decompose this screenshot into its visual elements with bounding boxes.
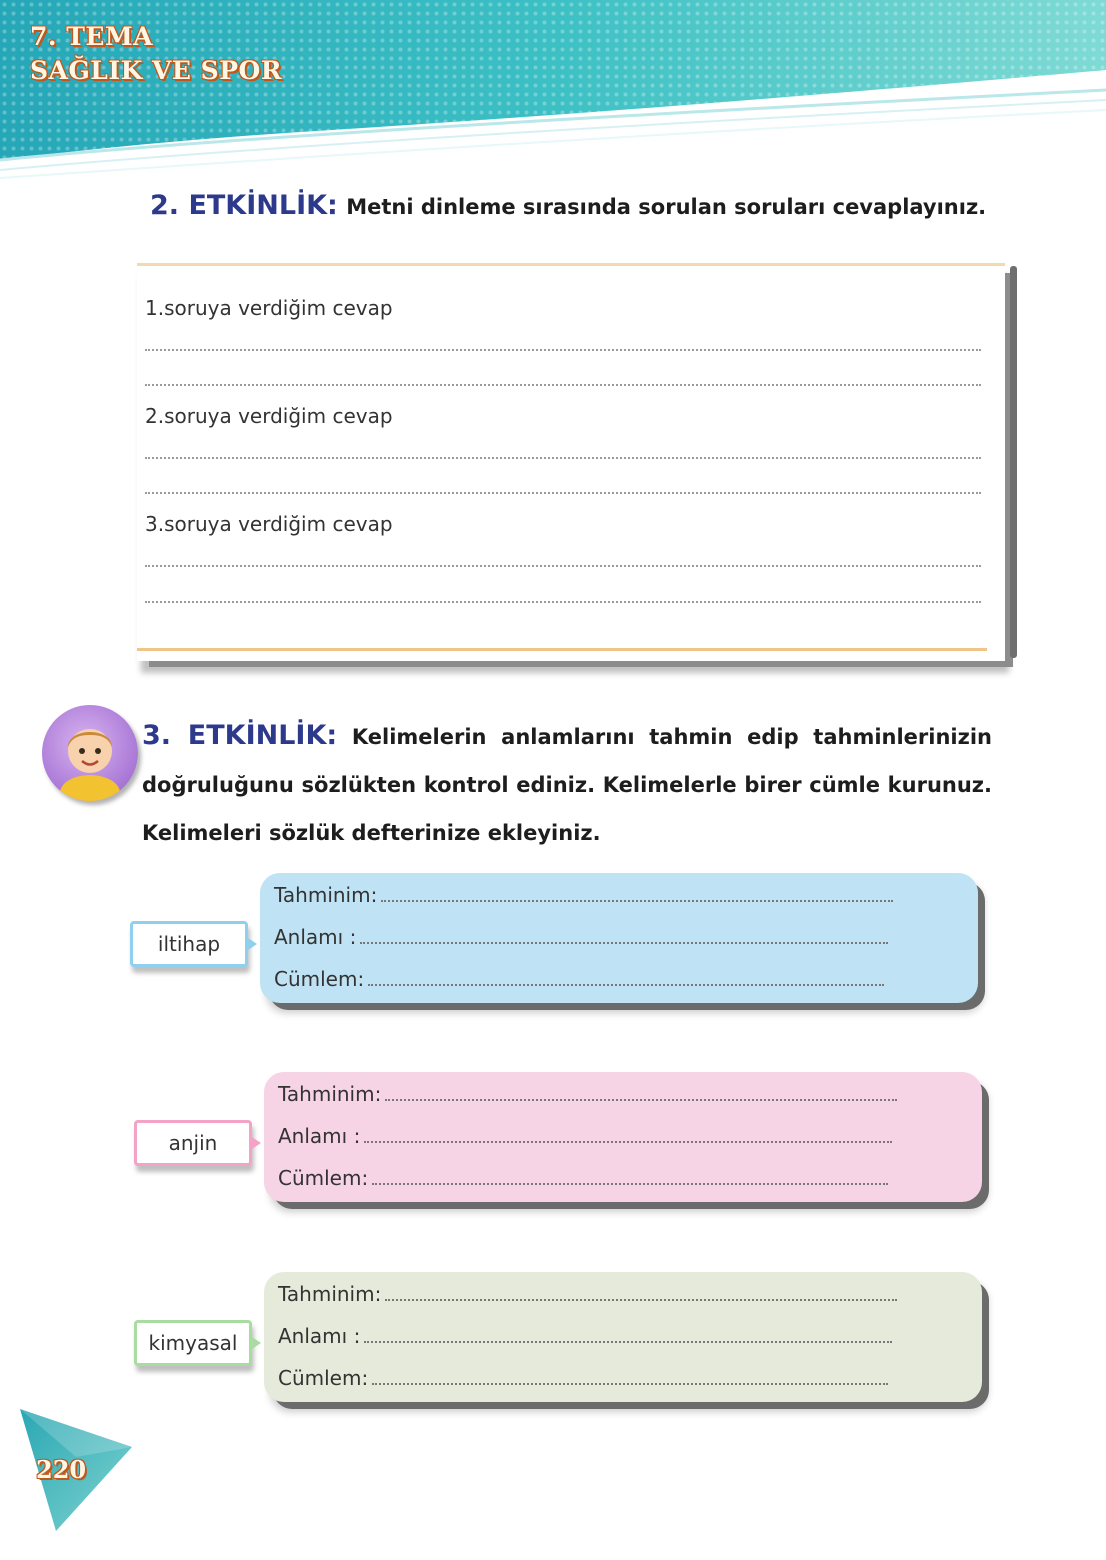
guess-row bbox=[274, 883, 893, 907]
meaning-label: Anlamı : bbox=[274, 925, 357, 949]
activity2-instruction: Metni dinleme sırasında sorulan soruları cevaplayınız. bbox=[346, 195, 987, 219]
page-number: 220 bbox=[36, 1455, 87, 1484]
answer-2-line-1[interactable] bbox=[145, 457, 981, 459]
sentence-row bbox=[278, 1166, 888, 1190]
banner-background bbox=[0, 0, 1106, 180]
guess-row bbox=[278, 1082, 897, 1106]
guess-blank[interactable] bbox=[385, 1099, 897, 1101]
answer-3-line-2[interactable] bbox=[145, 601, 981, 603]
activity2-title bbox=[150, 190, 986, 221]
sentence-blank[interactable] bbox=[368, 984, 884, 986]
meaning-blank[interactable] bbox=[364, 1341, 892, 1343]
activity3-instruction: Kelimelerin anlamlarını tahmin edip tahminlerinizin doğruluğunu sözlükten kontrol ediniz. Kelimelerle birer cümle kurunuz. Kelimeleri sözlük defterinize ekleyiniz. bbox=[142, 725, 993, 845]
sentence-row bbox=[278, 1366, 888, 1390]
answer-3-line-1[interactable] bbox=[145, 565, 981, 567]
meaning-label: Anlamı : bbox=[278, 1124, 361, 1148]
activity3-title bbox=[142, 712, 992, 857]
meaning-blank[interactable] bbox=[364, 1141, 892, 1143]
sentence-label: Cümlem: bbox=[278, 1166, 369, 1190]
sentence-label: Cümlem: bbox=[278, 1366, 369, 1390]
answer-1-line-2[interactable] bbox=[145, 384, 981, 386]
sentence-blank[interactable] bbox=[372, 1383, 888, 1385]
sentence-label: Cümlem: bbox=[274, 967, 365, 991]
student-avatar-icon bbox=[42, 705, 138, 801]
sentence-blank[interactable] bbox=[372, 1183, 888, 1185]
theme-name: SAĞLIK VE SPOR bbox=[30, 56, 283, 85]
theme-number: 7. TEMA bbox=[30, 22, 154, 51]
answer-1-line-1[interactable] bbox=[145, 349, 981, 351]
guess-blank[interactable] bbox=[381, 900, 893, 902]
meaning-blank[interactable] bbox=[360, 942, 888, 944]
meaning-row bbox=[278, 1124, 892, 1148]
word-card-iltihap bbox=[260, 873, 978, 1003]
word-tag-kimyasal: kimyasal bbox=[134, 1320, 252, 1366]
guess-row bbox=[278, 1282, 897, 1306]
sentence-row bbox=[274, 967, 884, 991]
activity3-label: 3. ETKİNLİK: bbox=[142, 720, 338, 751]
meaning-row bbox=[274, 925, 888, 949]
guess-label: Tahminim: bbox=[278, 1082, 382, 1106]
question-3-label: 3.soruya verdiğim cevap bbox=[145, 512, 393, 536]
meaning-label: Anlamı : bbox=[278, 1324, 361, 1348]
answer-box bbox=[137, 263, 1005, 661]
guess-label: Tahminim: bbox=[274, 883, 378, 907]
question-2-label: 2.soruya verdiğim cevap bbox=[145, 404, 393, 428]
guess-label: Tahminim: bbox=[278, 1282, 382, 1306]
answer-2-line-2[interactable] bbox=[145, 492, 981, 494]
meaning-row bbox=[278, 1324, 892, 1348]
word-card-anjin bbox=[264, 1072, 982, 1202]
guess-blank[interactable] bbox=[385, 1299, 897, 1301]
header-banner bbox=[0, 0, 1106, 180]
activity2-label: 2. ETKİNLİK: bbox=[150, 190, 338, 221]
box-bottom-rule bbox=[137, 648, 987, 651]
word-card-kimyasal bbox=[264, 1272, 982, 1402]
question-1-label: 1.soruya verdiğim cevap bbox=[145, 296, 393, 320]
word-tag-anjin: anjin bbox=[134, 1120, 252, 1166]
word-tag-iltihap: iltihap bbox=[130, 921, 248, 967]
